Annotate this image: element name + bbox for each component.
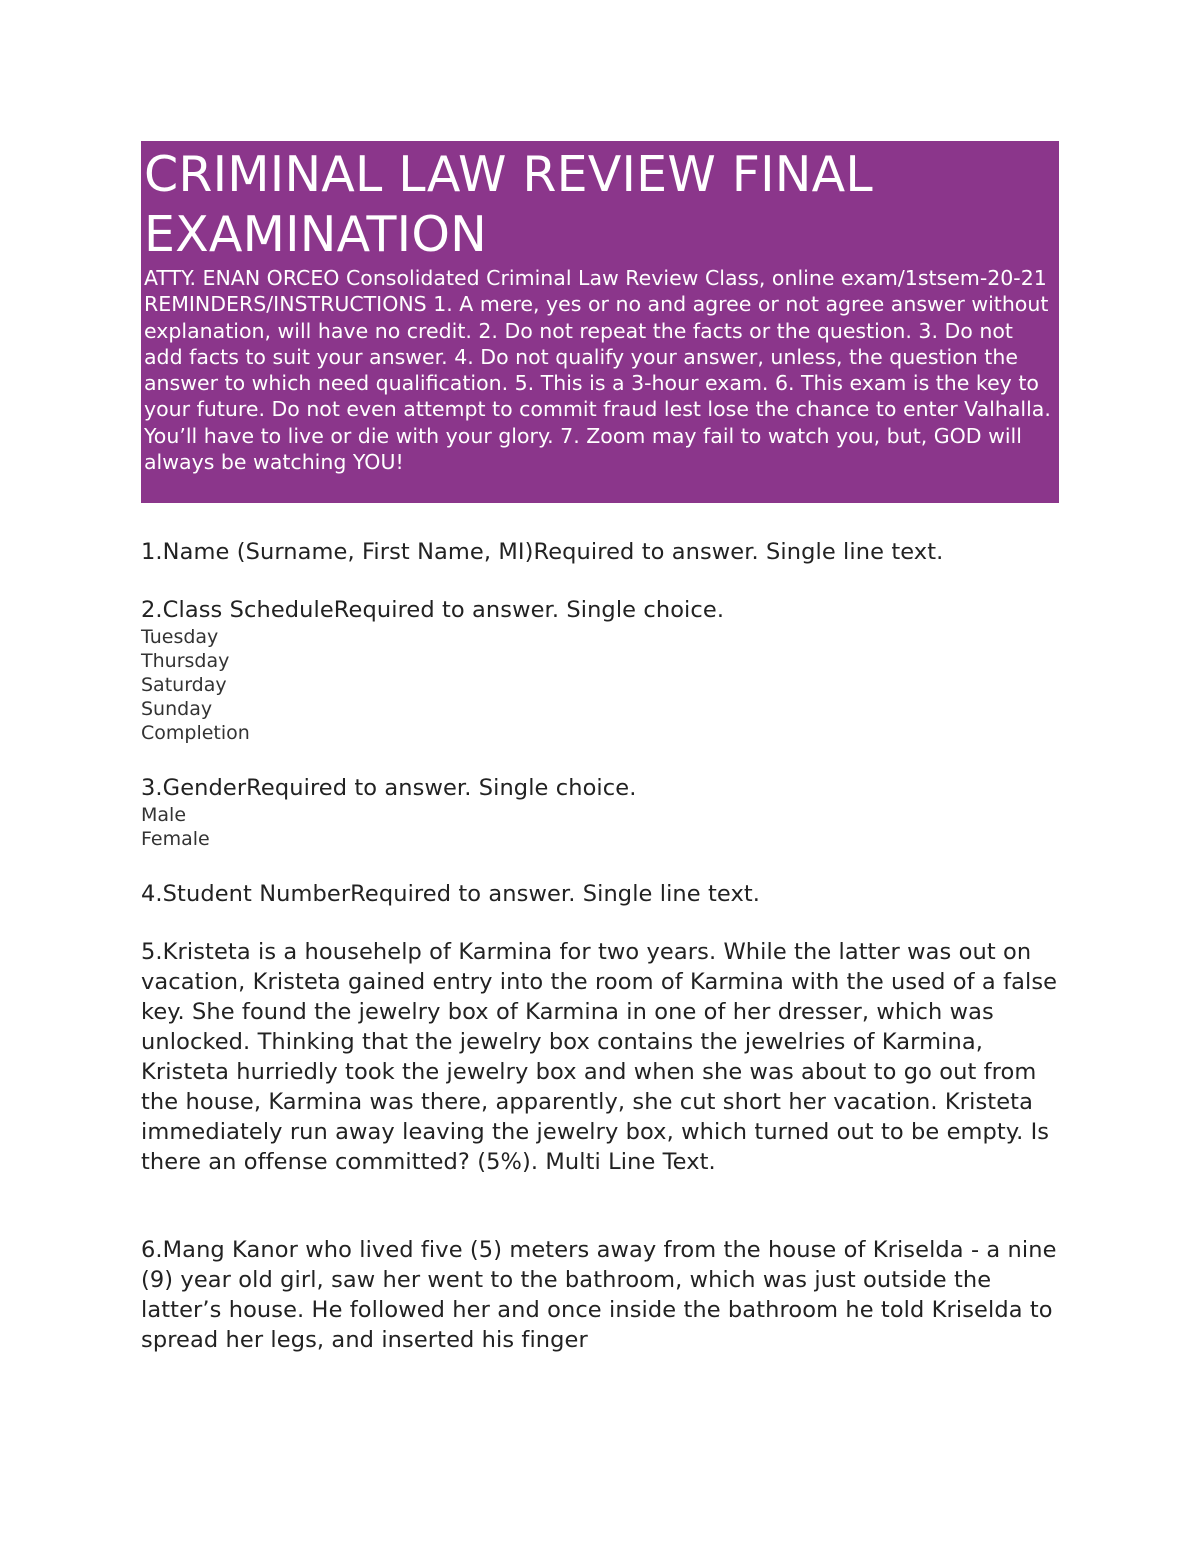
- option-saturday[interactable]: Saturday: [141, 674, 227, 696]
- exam-page: [141, 141, 1059, 1355]
- question-1-text: 1.Name (Surname, First Name, MI)Required to answer. Single line text.: [141, 539, 944, 565]
- question-2-options: [141, 625, 1059, 745]
- question-4-text: 4.Student NumberRequired to answer. Single line text.: [141, 881, 761, 907]
- question-6: [141, 1235, 1059, 1355]
- option-sunday[interactable]: Sunday: [141, 698, 213, 720]
- question-3: [141, 773, 1059, 851]
- question-2: [141, 595, 1059, 745]
- question-5: [141, 937, 1059, 1177]
- question-4: [141, 879, 1059, 909]
- option-female[interactable]: Female: [141, 828, 210, 850]
- question-6-text: 6.Mang Kanor who lived five (5) meters away from the house of Kriselda - a nine (9) year old girl, saw her went to the bathroom, which was just outside the latter’s house. He followed her and once inside the bathroom he told Kriselda to spread her legs, and inserted his finger: [141, 1237, 1057, 1353]
- instructions-text: ATTY. ENAN ORCEO Consolidated Criminal Law Review Class, online exam/1stsem-20-21 REMINDERS/INSTRUCTIONS 1. A mere, yes or no and agree or not agree answer without explanation, will have no credit. 2. Do not repeat the facts or the question. 3. Do not add facts to suit your answer. 4. Do not qualify your answer, unless, the question the answer to which need qualification. 5. This is a 3-hour exam. 6. This exam is the key to your future. Do not even attempt to commit fraud lest lose the chance to enter Valhalla. You’ll have to live or die with your glory. 7. Zoom may fail to watch you, but, GOD will always be watching YOU!: [144, 266, 1051, 475]
- question-2-text: 2.Class ScheduleRequired to answer. Single choice.: [141, 597, 725, 623]
- option-male[interactable]: Male: [141, 804, 187, 826]
- header-banner: [141, 141, 1059, 503]
- exam-title: CRIMINAL LAW REVIEW FINAL EXAMINATION: [144, 146, 873, 263]
- question-1: [141, 537, 1059, 567]
- option-thursday[interactable]: Thursday: [141, 650, 230, 672]
- question-3-text: 3.GenderRequired to answer. Single choice.: [141, 775, 637, 801]
- option-completion[interactable]: Completion: [141, 722, 250, 744]
- question-3-options: [141, 803, 1059, 851]
- option-tuesday[interactable]: Tuesday: [141, 626, 219, 648]
- question-5-text: 5.Kristeta is a househelp of Karmina for two years. While the latter was out on vacation, Kristeta gained entry into the room of Karmina with the used of a false key. She found the jewelry box of Karmina in one of her dresser, which was unlocked. Thinking that the jewelry box contains the jewelries of Karmina, Kristeta hurriedly took the jewelry box and when she was about to go out from the house, Karmina was there, apparently, she cut short her vacation. Kristeta immediately run away leaving the jewelry box, which turned out to be empty. Is there an offense committed? (5%). Multi Line Text.: [141, 939, 1058, 1175]
